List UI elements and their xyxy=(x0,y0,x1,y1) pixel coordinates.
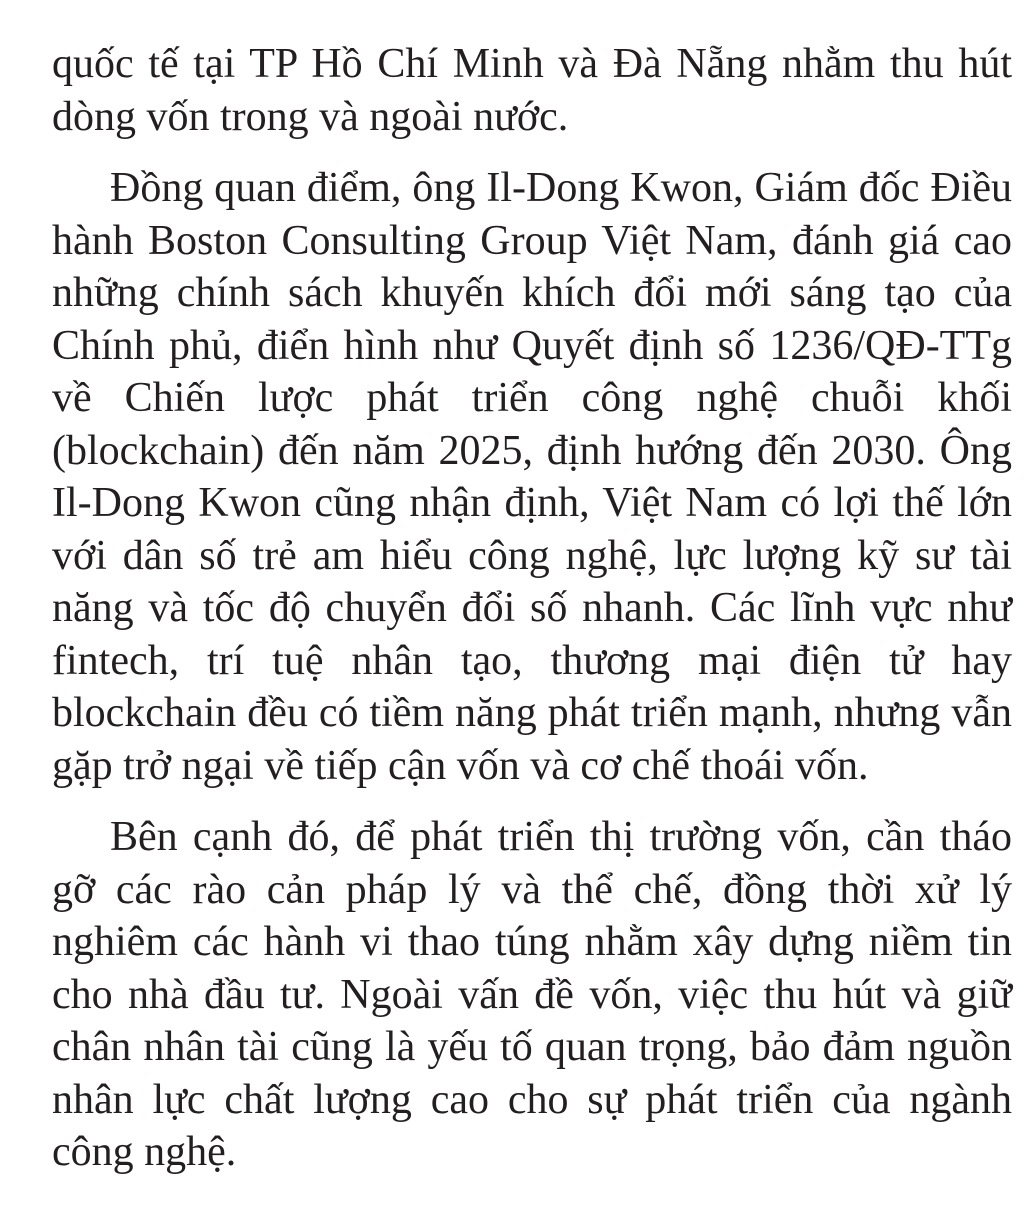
paragraph-il-dong-kwon: Đồng quan điểm, ông Il-Dong Kwon, Giám đốc Điều hành Boston Consulting Group Việt Nam, đánh giá cao những chính sách khuyến khích đổi mới sáng tạo của Chính phủ, điển hình như Quyết định số 1236/QĐ-TTg về Chiến lược phát triển công nghệ chuỗi khối (blockchain) đến năm 2025, định hướng đến 2030. Ông Il-Dong Kwon cũng nhận định, Việt Nam có lợi thế lớn với dân số trẻ am hiểu công nghệ, lực lượng kỹ sư tài năng và tốc độ chuyển đổi số nhanh. Các lĩnh vực như fintech, trí tuệ nhân tạo, thương mại điện tử hay blockchain đều có tiềm năng phát triển mạnh, nhưng vẫn gặp trở ngại về tiếp cận vốn và cơ chế thoái vốn. xyxy=(52,165,1012,789)
paragraph-continuation: quốc tế tại TP Hồ Chí Minh và Đà Nẵng nhằm thu hút dòng vốn trong và ngoài nước. xyxy=(52,41,1012,140)
paragraph-capital-market: Bên cạnh đó, để phát triển thị trường vốn, cần tháo gỡ các rào cản pháp lý và thể chế, đồng thời xử lý nghiêm các hành vi thao túng nhằm xây dựng niềm tin cho nhà đầu tư. Ngoài vấn đề vốn, việc thu hút và giữ chân nhân tài cũng là yếu tố quan trọng, bảo đảm nguồn nhân lực chất lượng cao cho sự phát triển của ngành công nghệ. xyxy=(52,814,1012,1175)
